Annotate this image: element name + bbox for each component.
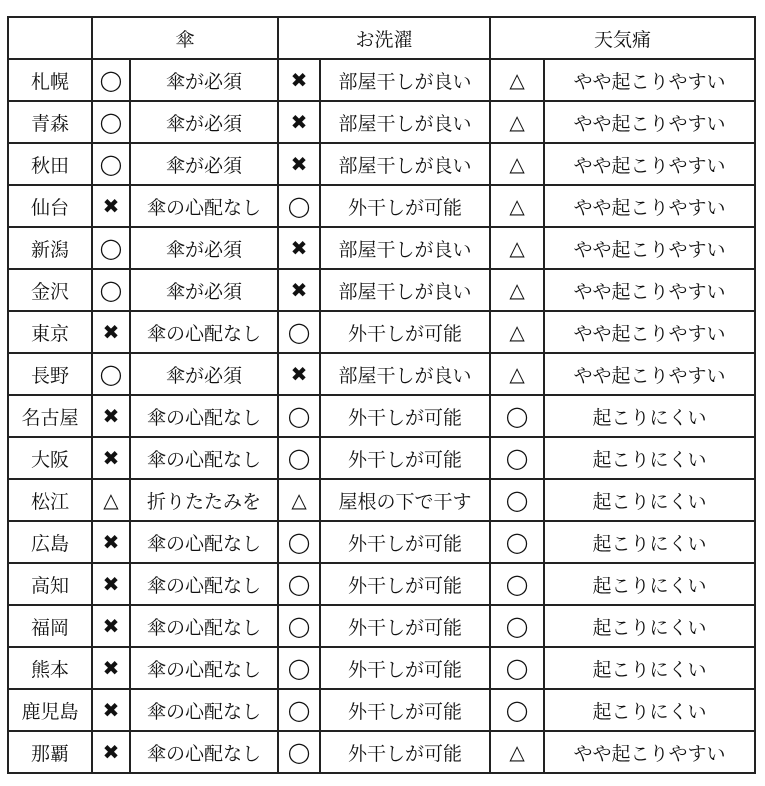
umbrella-text: 傘が必須 — [130, 269, 278, 311]
laundry-symbol: ◯ — [278, 689, 320, 731]
laundry-text: 部屋干しが良い — [320, 101, 490, 143]
umbrella-symbol: △ — [92, 479, 130, 521]
table-row — [8, 521, 755, 563]
umbrella-symbol: ◯ — [92, 59, 130, 101]
laundry-symbol: ◯ — [278, 311, 320, 353]
city-cell: 大阪 — [8, 437, 92, 479]
headache-symbol: △ — [490, 185, 544, 227]
headache-header: 天気痛 — [490, 17, 755, 59]
headache-text: 起こりにくい — [544, 395, 755, 437]
umbrella-symbol: ◯ — [92, 227, 130, 269]
umbrella-text: 傘の心配なし — [130, 395, 278, 437]
city-cell: 鹿児島 — [8, 689, 92, 731]
laundry-text: 外干しが可能 — [320, 395, 490, 437]
umbrella-symbol: ✖ — [92, 521, 130, 563]
umbrella-symbol: ✖ — [92, 689, 130, 731]
laundry-symbol: △ — [278, 479, 320, 521]
headache-text: やや起こりやすい — [544, 185, 755, 227]
headache-symbol: ◯ — [490, 605, 544, 647]
umbrella-symbol: ✖ — [92, 185, 130, 227]
city-cell: 広島 — [8, 521, 92, 563]
laundry-symbol: ✖ — [278, 143, 320, 185]
headache-symbol: ◯ — [490, 689, 544, 731]
headache-symbol: ◯ — [490, 437, 544, 479]
laundry-symbol: ◯ — [278, 605, 320, 647]
table-row — [8, 353, 755, 395]
umbrella-text: 傘が必須 — [130, 353, 278, 395]
laundry-text: 部屋干しが良い — [320, 269, 490, 311]
headache-symbol: △ — [490, 143, 544, 185]
table-row — [8, 731, 755, 773]
city-cell: 新潟 — [8, 227, 92, 269]
table-row — [8, 59, 755, 101]
umbrella-symbol: ✖ — [92, 731, 130, 773]
laundry-text: 外干しが可能 — [320, 605, 490, 647]
city-cell: 那覇 — [8, 731, 92, 773]
umbrella-symbol: ✖ — [92, 647, 130, 689]
table-row — [8, 689, 755, 731]
city-cell: 秋田 — [8, 143, 92, 185]
header-row — [8, 17, 755, 59]
headache-symbol: ◯ — [490, 521, 544, 563]
umbrella-symbol: ◯ — [92, 353, 130, 395]
umbrella-text: 傘が必須 — [130, 59, 278, 101]
headache-symbol: ◯ — [490, 563, 544, 605]
laundry-symbol: ◯ — [278, 563, 320, 605]
laundry-symbol: ◯ — [278, 437, 320, 479]
city-cell: 仙台 — [8, 185, 92, 227]
table-row — [8, 227, 755, 269]
headache-text: やや起こりやすい — [544, 143, 755, 185]
table-row — [8, 185, 755, 227]
headache-text: やや起こりやすい — [544, 101, 755, 143]
umbrella-symbol: ✖ — [92, 311, 130, 353]
laundry-text: 部屋干しが良い — [320, 143, 490, 185]
laundry-symbol: ✖ — [278, 227, 320, 269]
umbrella-symbol: ◯ — [92, 269, 130, 311]
corner-cell — [8, 17, 92, 59]
city-cell: 青森 — [8, 101, 92, 143]
umbrella-text: 折りたたみを — [130, 479, 278, 521]
headache-symbol: ◯ — [490, 479, 544, 521]
headache-text: やや起こりやすい — [544, 311, 755, 353]
headache-text: やや起こりやすい — [544, 731, 755, 773]
headache-text: 起こりにくい — [544, 647, 755, 689]
city-cell: 熊本 — [8, 647, 92, 689]
headache-symbol: △ — [490, 227, 544, 269]
umbrella-text: 傘の心配なし — [130, 185, 278, 227]
laundry-text: 外干しが可能 — [320, 689, 490, 731]
table-body — [8, 59, 755, 773]
laundry-symbol: ◯ — [278, 395, 320, 437]
headache-text: 起こりにくい — [544, 521, 755, 563]
laundry-symbol: ◯ — [278, 731, 320, 773]
laundry-text: 外干しが可能 — [320, 185, 490, 227]
laundry-header: お洗濯 — [278, 17, 490, 59]
laundry-text: 外干しが可能 — [320, 311, 490, 353]
umbrella-text: 傘の心配なし — [130, 437, 278, 479]
laundry-symbol: ✖ — [278, 269, 320, 311]
city-cell: 金沢 — [8, 269, 92, 311]
umbrella-symbol: ◯ — [92, 101, 130, 143]
headache-text: やや起こりやすい — [544, 59, 755, 101]
weather-forecast-table — [7, 16, 756, 774]
umbrella-text: 傘の心配なし — [130, 311, 278, 353]
umbrella-symbol: ✖ — [92, 563, 130, 605]
laundry-symbol: ◯ — [278, 185, 320, 227]
laundry-text: 外干しが可能 — [320, 437, 490, 479]
laundry-text: 部屋干しが良い — [320, 353, 490, 395]
table-row — [8, 101, 755, 143]
headache-text: 起こりにくい — [544, 563, 755, 605]
umbrella-text: 傘の心配なし — [130, 563, 278, 605]
umbrella-symbol: ✖ — [92, 395, 130, 437]
headache-symbol: △ — [490, 59, 544, 101]
laundry-text: 外干しが可能 — [320, 731, 490, 773]
headache-symbol: △ — [490, 311, 544, 353]
umbrella-symbol: ✖ — [92, 437, 130, 479]
headache-text: やや起こりやすい — [544, 227, 755, 269]
table-row — [8, 563, 755, 605]
table-row — [8, 605, 755, 647]
umbrella-symbol: ◯ — [92, 143, 130, 185]
headache-text: 起こりにくい — [544, 479, 755, 521]
laundry-text: 部屋干しが良い — [320, 227, 490, 269]
headache-text: 起こりにくい — [544, 605, 755, 647]
laundry-symbol: ✖ — [278, 59, 320, 101]
city-cell: 東京 — [8, 311, 92, 353]
city-cell: 松江 — [8, 479, 92, 521]
city-cell: 名古屋 — [8, 395, 92, 437]
headache-symbol: △ — [490, 731, 544, 773]
umbrella-text: 傘の心配なし — [130, 731, 278, 773]
table-row — [8, 479, 755, 521]
umbrella-text: 傘が必須 — [130, 143, 278, 185]
city-cell: 札幌 — [8, 59, 92, 101]
laundry-text: 外干しが可能 — [320, 647, 490, 689]
laundry-symbol: ◯ — [278, 521, 320, 563]
umbrella-text: 傘の心配なし — [130, 689, 278, 731]
umbrella-text: 傘が必須 — [130, 101, 278, 143]
laundry-text: 屋根の下で干す — [320, 479, 490, 521]
umbrella-text: 傘の心配なし — [130, 521, 278, 563]
umbrella-header: 傘 — [92, 17, 278, 59]
city-cell: 長野 — [8, 353, 92, 395]
headache-symbol: △ — [490, 269, 544, 311]
laundry-symbol: ✖ — [278, 353, 320, 395]
umbrella-symbol: ✖ — [92, 605, 130, 647]
headache-text: やや起こりやすい — [544, 353, 755, 395]
laundry-symbol: ✖ — [278, 101, 320, 143]
table-row — [8, 395, 755, 437]
headache-text: やや起こりやすい — [544, 269, 755, 311]
headache-symbol: ◯ — [490, 647, 544, 689]
umbrella-text: 傘の心配なし — [130, 605, 278, 647]
umbrella-text: 傘が必須 — [130, 227, 278, 269]
headache-text: 起こりにくい — [544, 689, 755, 731]
headache-symbol: ◯ — [490, 395, 544, 437]
table-row — [8, 143, 755, 185]
headache-text: 起こりにくい — [544, 437, 755, 479]
headache-symbol: △ — [490, 101, 544, 143]
laundry-text: 外干しが可能 — [320, 521, 490, 563]
umbrella-text: 傘の心配なし — [130, 647, 278, 689]
table-row — [8, 269, 755, 311]
table-row — [8, 647, 755, 689]
headache-symbol: △ — [490, 353, 544, 395]
laundry-text: 部屋干しが良い — [320, 59, 490, 101]
table-row — [8, 437, 755, 479]
city-cell: 福岡 — [8, 605, 92, 647]
laundry-text: 外干しが可能 — [320, 563, 490, 605]
table-row — [8, 311, 755, 353]
city-cell: 高知 — [8, 563, 92, 605]
laundry-symbol: ◯ — [278, 647, 320, 689]
